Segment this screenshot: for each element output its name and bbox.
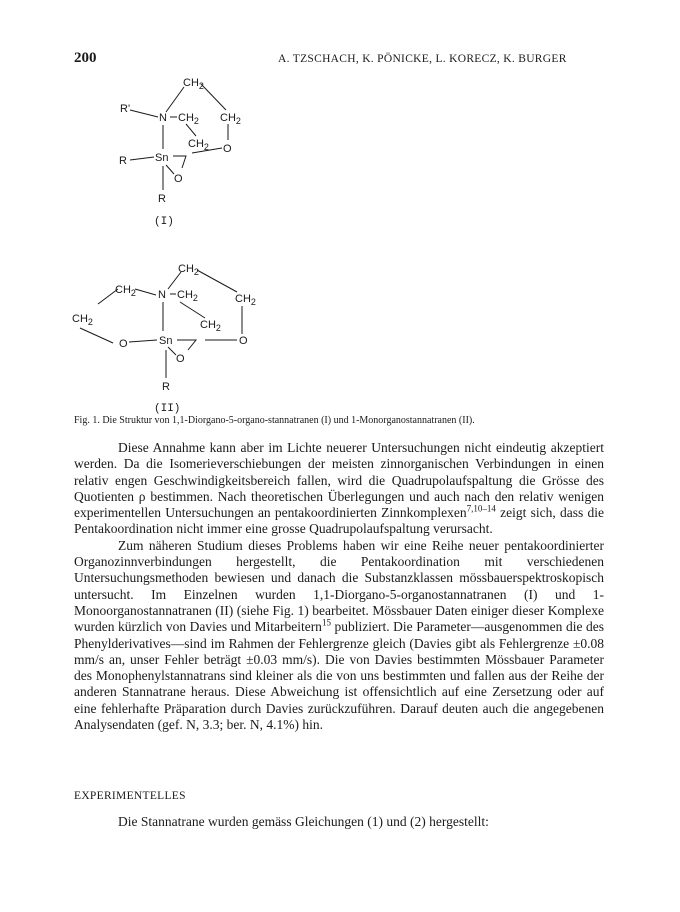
s1-bond [166,165,174,174]
paragraph-text: Diese Annahme kann aber im Lichte neuerer Untersuchungen nicht eindeutig akzeptiert werden. Da die Isomerieverschiebungen der meisten zinnorganischen Verbindungen in einen relativ engen Geschwindigkeitsbereich fallen, wird die Quadrupolaufspaltung die Grösse des Quotienten ρ bestimmen. Nach theoretischen Überlegungen und auch nach den relativ wenigen experimentellen Untersuchungen an pentakoordinierten Zinnkomplexen [74,440,604,521]
s1-bond [130,157,154,160]
s1-o-bottom: O [174,173,183,185]
s2-ch2-inner: $CH_2$ [177,289,198,303]
s1-ch2-mid: $CH_2$ [188,138,209,152]
structure-1 [119,77,241,228]
paragraph [74,440,604,538]
s2-r-bottom: R [162,381,170,393]
paragraph-text: Zum näheren Studium dieses Problems haben wir eine Reihe neuer pentakoordinierter Organozinnverbindungen hergestellt, die Pentakoordination mit verschiedenen Untersuchungsmethoden bewiesen und danach die Substanzklassen mössbauerspektroskopisch untersucht. Im Einzelnen wurden 1,1-Diorgano-5-organostannatranen (I) und 1-Monoorganostannatranen (II) (siehe Fig. 1) bearbeitet. Mössbauer Daten einiger dieser Komplexe wurden kürzlich von Davies und Mitarbeitern [74,537,604,635]
running-header-authors: A. TZSCHACH, K. PÖNICKE, L. KORECZ, K. BURGER [278,53,567,65]
reference-superscript: 15 [321,617,331,628]
s2-ch2-top: $CH_2$ [178,263,199,277]
s1-bond [173,156,186,168]
page-number: 200 [74,50,97,66]
s2-n: N [158,289,166,301]
s1-bond [166,87,184,112]
paragraph [74,538,604,734]
s1-n: N [159,112,167,124]
s1-sn: Sn [155,152,169,164]
s1-r-left: R [119,155,127,167]
s2-label: (II) [154,403,181,415]
s1-ch2-top: $CH_2$ [183,77,204,91]
s2-ch2-right: $CH_2$ [235,293,256,307]
s2-o-left: O [119,338,128,350]
s2-o-bottom: O [176,353,185,365]
structure-2 [72,263,256,415]
s1-label: (I) [154,216,174,228]
s2-bond [197,270,237,292]
section-heading: EXPERIMENTELLES [74,790,186,802]
reference-superscript: 7,10–14 [466,503,496,514]
s1-r-bottom: R [158,193,166,205]
s2-ch2-outer-left: $CH_2$ [115,284,136,298]
s2-bond [135,289,156,295]
s2-bond [129,340,157,342]
s2-bond [177,340,196,350]
figure-caption: Fig. 1. Die Struktur von 1,1-Diorgano-5-organo-stannatranen (I) und 1-Monorganostannatranen (II). [74,415,475,426]
s1-ch2-left: $CH_2$ [178,112,199,126]
s2-sn: Sn [159,335,173,347]
s2-o-right: O [239,335,248,347]
paragraph-text: zeigt sich, dass die Pentakoordination nicht immer eine grosse Quadrupolaufspaltung verursacht. [74,505,604,537]
s2-ch2-left: $CH_2$ [72,313,93,327]
body-text [74,440,604,733]
structure-figure [0,0,680,420]
s1-o-right: O [223,143,232,155]
s2-bond [98,289,118,304]
s2-bond [180,302,205,318]
s1-ch2-right: $CH_2$ [220,112,241,126]
s2-bond [168,272,181,289]
paragraph-text: Die Stannatrane wurden gemäss Gleichungen (1) und (2) hergestellt: [118,814,489,829]
paragraph-text: publiziert. Die Parameter—ausgenommen die des Phenylderivatives—sind im Rahmen der Fehlergrenze gleich (Davies gibt als Fehlergrenze ±0.08 mm/s an, unser Fehler beträgt ±0.03 mm/s). Die von Davies bestimmten Mössbauer Parameter des Monophenylstannatrans sind kleiner als die von uns bestimmten und fallen aus der Reihe der anderen Stannatrane heraus. Diese Abweichung ist offensichtlich auf eine Zersetzung oder auf eine fehlerhafte Präparation durch Davies zurückzuführen. Darauf deuten auch die angegebenen Analysendaten (gef. N, 3.3; ber. N, 4.1%) hin. [74,619,604,733]
s2-bond [168,347,176,355]
s1-bond [130,110,158,117]
s2-bond [80,328,113,343]
s1-r-prime: R' [120,103,131,115]
s1-bond [201,84,226,110]
s2-ch2-mid: $CH_2$ [200,319,221,333]
